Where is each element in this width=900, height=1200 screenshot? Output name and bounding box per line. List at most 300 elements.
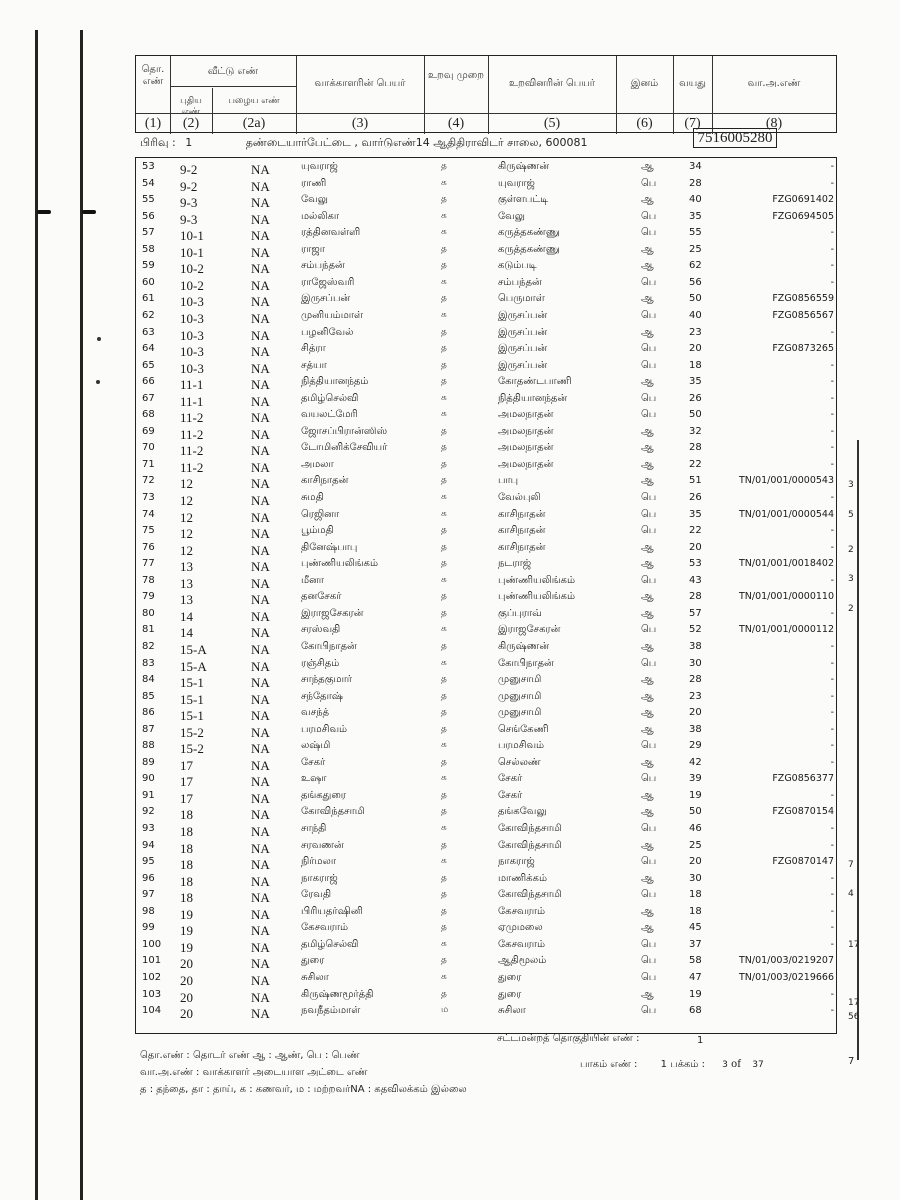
serial-no: 67 — [142, 392, 155, 404]
table-row — [136, 641, 836, 658]
voter-name: தனசேகர் — [301, 591, 342, 603]
serial-no: 53 — [142, 161, 155, 172]
table-row — [136, 624, 836, 641]
serial-no: 92 — [142, 806, 155, 818]
gender: ஆ — [641, 475, 654, 487]
relative-name: குள்ளபட்டி — [498, 194, 549, 206]
old-house-no: NA — [251, 757, 270, 773]
relation-code: த — [441, 458, 447, 469]
age: 38 — [689, 640, 702, 652]
margin-note: 2 — [848, 545, 854, 555]
old-house-no: NA — [251, 244, 270, 260]
gender: பெ — [641, 392, 657, 404]
new-house-no: 15-2 — [180, 741, 204, 757]
epic-number: - — [830, 376, 834, 388]
epic-number: TN/01/001/0018402 — [738, 558, 834, 570]
voter-name: நவநீதம்மாள் — [301, 1005, 361, 1017]
old-house-no: NA — [251, 989, 270, 1005]
new-house-no: 20 — [180, 972, 193, 988]
table-row — [136, 376, 836, 393]
gender: ஆ — [641, 723, 654, 735]
age: 28 — [689, 442, 702, 454]
relation-code: த — [441, 326, 447, 337]
age: 18 — [689, 359, 702, 371]
new-house-no: 10-2 — [180, 261, 204, 277]
new-house-no: 17 — [180, 790, 193, 806]
relative-name: துரை — [498, 988, 522, 1000]
relative-name: நடராஜ் — [498, 558, 532, 570]
old-house-no: NA — [251, 526, 270, 542]
serial-no: 83 — [142, 657, 155, 669]
serial-no: 104 — [142, 1005, 162, 1017]
relation-code: க — [441, 492, 447, 502]
table-row — [136, 244, 836, 261]
relation-code: த — [441, 789, 447, 800]
old-house-no: NA — [251, 708, 270, 724]
relation-code: த — [441, 640, 447, 651]
relation-code: த — [441, 690, 447, 701]
old-house-no: NA — [251, 1006, 270, 1022]
old-no-header: பழைய எண் — [228, 96, 280, 106]
epic-number: - — [830, 657, 834, 669]
old-house-no: NA — [251, 344, 270, 360]
old-house-no: NA — [251, 426, 270, 442]
new-house-no: 20 — [180, 989, 193, 1005]
new-house-no: 10-1 — [180, 244, 204, 260]
old-house-no: NA — [251, 790, 270, 806]
corner-number: 7 — [848, 1056, 855, 1067]
relation-code: த — [441, 194, 447, 205]
page-label: பக்கம் : — [670, 1059, 705, 1070]
new-house-no: 14 — [180, 608, 193, 624]
new-house-no: 10-3 — [180, 360, 204, 376]
relative-name: ஏமுமலை — [498, 922, 543, 934]
relative-name: குப்புராவ் — [498, 607, 542, 619]
serial-no: 84 — [142, 674, 155, 686]
table-row — [136, 194, 836, 211]
age: 50 — [689, 409, 702, 421]
old-house-no: NA — [251, 493, 270, 508]
relation-code: க — [441, 210, 447, 221]
relation-code: த — [441, 293, 447, 304]
serial-no: 63 — [142, 326, 155, 338]
relation-code: த — [441, 475, 447, 486]
voter-name: நிர்மலா — [301, 856, 337, 868]
new-house-no: 10-3 — [180, 327, 204, 343]
table-row — [136, 757, 836, 774]
voter-name: பூம்மதி — [301, 525, 334, 537]
legend-line-3: த : தந்தை, தா : தாய், க : கணவர், ம : மற்றவர்NA : கதவிலக்கம் இல்லை — [140, 1084, 467, 1095]
gender: பெ — [641, 227, 657, 239]
old-house-no: NA — [251, 923, 270, 939]
voter-name: சேகர் — [301, 756, 326, 768]
epic-number: - — [830, 458, 834, 470]
gender: பெ — [641, 1005, 657, 1017]
gender: பெ — [641, 492, 657, 503]
new-house-no: 14 — [180, 625, 193, 641]
page-current: 3 — [722, 1060, 728, 1070]
relative-name: தங்கவேலு — [498, 806, 547, 818]
age: 22 — [689, 458, 702, 470]
page-edge-line — [857, 440, 859, 1060]
serial-no: 78 — [142, 574, 155, 586]
table-row — [136, 806, 836, 823]
new-house-no: 9-2 — [180, 178, 198, 194]
gender: ஆ — [641, 243, 654, 255]
relative-name: கிருஷ்ணன் — [498, 161, 550, 172]
old-house-no: NA — [251, 774, 270, 790]
new-house-no: 10-2 — [180, 277, 204, 293]
table-row — [136, 409, 836, 426]
table-row — [136, 740, 836, 757]
age: 39 — [689, 773, 702, 785]
epic-number: - — [830, 525, 834, 537]
relation-code: த — [441, 955, 447, 966]
relative-name: அமலநாதன் — [498, 409, 554, 421]
scan-speck — [97, 337, 101, 341]
old-house-no: NA — [251, 741, 270, 757]
table-row — [136, 608, 836, 625]
relation-code: த — [441, 674, 447, 685]
page-total: 37 — [752, 1060, 764, 1070]
relative-name: சுசிலா — [498, 1005, 526, 1017]
relative-name-header: உறவினரின் பெயர் — [508, 78, 596, 89]
relation-code: த — [441, 806, 447, 817]
voter-name: சம்பந்தன் — [301, 260, 345, 272]
relation-code: க — [441, 773, 447, 784]
age: 47 — [689, 971, 702, 983]
epic-number: - — [830, 640, 834, 652]
relation-code: ம — [441, 1005, 449, 1016]
gender: ஆ — [641, 425, 654, 437]
relative-name: கோவிந்தசாமி — [498, 823, 562, 834]
serial-no: 70 — [142, 442, 155, 454]
relation-code: க — [441, 971, 447, 982]
serial-no: 79 — [142, 591, 155, 603]
voter-name: சத்யா — [301, 359, 327, 371]
part-code-box: 7516005280 — [693, 128, 777, 148]
relation-code: க — [441, 276, 447, 287]
old-house-no: NA — [251, 807, 270, 823]
age: 51 — [689, 475, 702, 487]
relative-name: கடும்படி — [498, 260, 537, 272]
relative-name: சேகர் — [498, 789, 523, 801]
serial-no: 59 — [142, 260, 155, 272]
gender: ஆ — [641, 293, 654, 305]
gender: பெ — [641, 508, 657, 520]
serial-no: 57 — [142, 227, 155, 239]
old-house-no: NA — [251, 675, 270, 691]
relation-code: க — [441, 392, 447, 403]
voter-name: ரஞ்சிதம் — [301, 657, 340, 669]
gender: பெ — [641, 740, 657, 752]
serial-no: 81 — [142, 624, 155, 636]
gender: ஆ — [641, 607, 654, 619]
new-house-no: 12 — [180, 493, 193, 508]
age: 28 — [689, 591, 702, 603]
relative-name: பரமசிவம் — [498, 740, 545, 752]
serial-no: 69 — [142, 425, 155, 437]
page-info — [580, 1056, 764, 1071]
age: 52 — [689, 624, 702, 636]
new-house-no: 12 — [180, 542, 193, 558]
serial-no: 86 — [142, 707, 155, 719]
relation-code: த — [441, 376, 447, 387]
new-house-no: 10-3 — [180, 294, 204, 310]
relative-name: மாணிக்கம் — [498, 872, 547, 884]
voter-table — [135, 157, 837, 1034]
table-row — [136, 939, 836, 956]
old-house-no: NA — [251, 939, 270, 955]
gender: ஆ — [641, 194, 654, 206]
age: 43 — [689, 574, 702, 586]
new-house-no: 11-2 — [180, 443, 204, 459]
new-house-no: 12 — [180, 509, 193, 525]
epic-number: - — [830, 690, 834, 702]
relation-code: த — [441, 607, 447, 618]
epic-number: - — [830, 823, 834, 834]
age: 29 — [689, 740, 702, 752]
voter-name: மல்லிகா — [301, 210, 340, 222]
serial-no: 101 — [142, 955, 162, 967]
age: 53 — [689, 558, 702, 570]
col-number: (2) — [182, 116, 200, 131]
old-house-no: NA — [251, 277, 270, 293]
relation-code: த — [441, 359, 447, 370]
relative-name: கேசவராம் — [498, 938, 546, 950]
relative-name: அமலநாதன் — [498, 442, 554, 454]
age: 20 — [689, 707, 702, 719]
gender: ஆ — [641, 640, 654, 652]
voter-name: ராஜா — [301, 243, 325, 255]
old-house-no: NA — [251, 857, 270, 873]
voter-name: கிருஷ்ணமூர்த்தி — [301, 988, 374, 1000]
old-house-no: NA — [251, 443, 270, 459]
old-house-no: NA — [251, 211, 270, 227]
serial-no: 62 — [142, 309, 155, 321]
age: 46 — [689, 823, 702, 834]
table-row — [136, 558, 836, 575]
serial-no: 61 — [142, 293, 155, 305]
serial-no: 103 — [142, 988, 162, 1000]
epic-number: FZG0870147 — [772, 856, 834, 868]
relative-name: ஆதிமூலம் — [498, 955, 547, 967]
epic-number: - — [830, 988, 834, 1000]
serial-no: 73 — [142, 492, 155, 503]
relative-name: காசிநாதன் — [498, 525, 546, 537]
gender: ஆ — [641, 806, 654, 818]
voter-name: ஜோசப்பிரான்ஸிஸ் — [301, 425, 388, 437]
new-house-no: 12 — [180, 476, 193, 492]
col-number: (2a) — [242, 116, 266, 131]
relation-code: த — [441, 260, 447, 271]
epic-number: TN/01/003/0219666 — [738, 971, 834, 983]
gender: ஆ — [641, 690, 654, 702]
voter-name: கேசவராம் — [301, 922, 349, 934]
serial-no: 75 — [142, 525, 155, 537]
voter-name: வயலட்மேரி — [301, 409, 358, 421]
epic-number: - — [830, 161, 834, 172]
serial-no: 54 — [142, 177, 155, 189]
epic-number: - — [830, 425, 834, 437]
old-house-no: NA — [251, 575, 270, 591]
table-row — [136, 658, 836, 675]
new-house-no: 11-1 — [180, 393, 204, 409]
new-house-no: 15-1 — [180, 691, 204, 707]
margin-note: 4 — [848, 889, 854, 899]
new-house-no: 19 — [180, 939, 193, 955]
table-row — [136, 823, 836, 840]
voter-name: சந்தோஷ் — [301, 690, 343, 702]
gender: பெ — [641, 359, 657, 371]
table-row — [136, 293, 836, 310]
old-house-no: NA — [251, 261, 270, 277]
table-row — [136, 509, 836, 526]
voter-name: புண்ணியலிங்கம் — [301, 558, 379, 570]
serial-no: 68 — [142, 409, 155, 421]
relation-code: த — [441, 988, 447, 999]
margin-note: 56 — [848, 1012, 860, 1022]
gender: ஆ — [641, 260, 654, 272]
table-row — [136, 393, 836, 410]
relative-name: வேல்புலி — [498, 492, 541, 503]
epic-number: - — [830, 260, 834, 272]
serial-no: 71 — [142, 458, 155, 470]
age: 20 — [689, 541, 702, 553]
age: 22 — [689, 525, 702, 537]
relative-name: செல்லண் — [498, 756, 541, 768]
table-row — [136, 260, 836, 277]
gender: பெ — [641, 955, 657, 967]
epic-number: TN/01/001/0000112 — [738, 624, 834, 636]
old-house-no: NA — [251, 824, 270, 839]
relative-name: இருசப்பன் — [498, 309, 548, 321]
relative-name: கோபிநாதன் — [498, 657, 554, 669]
old-house-no: NA — [251, 509, 270, 525]
table-row — [136, 525, 836, 542]
old-house-no: NA — [251, 724, 270, 740]
gender: ஆ — [641, 988, 654, 1000]
age: 50 — [689, 806, 702, 818]
voter-name: நித்தியானந்தம் — [301, 376, 369, 388]
scan-speck — [96, 380, 100, 384]
gender: பெ — [641, 409, 657, 421]
epic-number: - — [830, 756, 834, 768]
old-house-no: NA — [251, 625, 270, 641]
table-row — [136, 310, 836, 327]
relation-code: த — [441, 442, 447, 453]
old-house-no: NA — [251, 641, 270, 657]
table-row — [136, 1005, 836, 1022]
relation-code: க — [441, 657, 447, 668]
epic-number: - — [830, 707, 834, 719]
age: 40 — [689, 309, 702, 321]
voter-name: சித்ரா — [301, 343, 326, 355]
age: 68 — [689, 1005, 702, 1017]
relative-name: காசிநாதன் — [498, 508, 546, 520]
serial-no: 58 — [142, 243, 155, 255]
epic-number: - — [830, 359, 834, 371]
age: 32 — [689, 425, 702, 437]
voter-name: ரேவதி — [301, 889, 332, 901]
epic-number: - — [830, 492, 834, 503]
epic-number: - — [830, 740, 834, 752]
old-house-no: NA — [251, 972, 270, 988]
relation-code: க — [441, 409, 447, 420]
old-house-no: NA — [251, 178, 270, 194]
margin-note: 3 — [848, 480, 854, 490]
table-row — [136, 906, 836, 923]
new-house-no: 15-1 — [180, 708, 204, 724]
serial-header: தொ. எண் — [141, 64, 165, 87]
epic-number: TN/01/003/0219207 — [738, 955, 834, 967]
new-house-no: 18 — [180, 873, 193, 889]
relative-name: நித்தியானந்தன் — [498, 392, 568, 404]
epic-number: - — [830, 574, 834, 586]
serial-no: 96 — [142, 872, 155, 884]
table-row — [136, 840, 836, 857]
relative-name: சேகர் — [498, 773, 523, 785]
age: 20 — [689, 343, 702, 355]
relative-name: கோவிந்தசாமி — [498, 839, 562, 851]
age: 42 — [689, 756, 702, 768]
margin-note: 5 — [848, 510, 854, 520]
gender: ஆ — [641, 905, 654, 917]
serial-no: 76 — [142, 541, 155, 553]
serial-no: 60 — [142, 276, 155, 288]
col-number: (8) — [765, 116, 783, 131]
table-row — [136, 327, 836, 344]
new-house-no: 9-3 — [180, 211, 198, 227]
serial-no: 93 — [142, 823, 155, 834]
gender: பெ — [641, 177, 657, 189]
age: 23 — [689, 690, 702, 702]
serial-no: 74 — [142, 508, 155, 520]
age: 62 — [689, 260, 702, 272]
new-house-no: 18 — [180, 807, 193, 823]
table-row — [136, 691, 836, 708]
relation-code: க — [441, 508, 447, 519]
new-house-no: 13 — [180, 592, 193, 608]
relative-name: இருசப்பன் — [498, 326, 548, 338]
relation-code: த — [441, 591, 447, 602]
table-row — [136, 542, 836, 559]
epic-number: - — [830, 789, 834, 801]
table-row — [136, 161, 836, 178]
serial-no: 82 — [142, 640, 155, 652]
relation-code: த — [441, 707, 447, 718]
serial-no: 88 — [142, 740, 155, 752]
gender: பெ — [641, 856, 657, 868]
old-house-no: NA — [251, 906, 270, 922]
gender: ஆ — [641, 326, 654, 338]
table-row — [136, 277, 836, 294]
binder-mark — [37, 210, 51, 214]
relative-name: சம்பந்தன் — [498, 276, 542, 288]
voter-name: டோமினிக்சேவியர் — [301, 442, 388, 454]
constituency-label: சட்டமன்றத் தொகுதியின் எண் : — [497, 1033, 640, 1044]
new-house-no: 9-2 — [180, 162, 198, 177]
relative-name: கருத்தகண்ணு — [498, 243, 560, 255]
serial-no: 98 — [142, 905, 155, 917]
epic-number: FZG0691402 — [772, 194, 834, 206]
table-row — [136, 955, 836, 972]
voter-name: பிரியதர்ஷினி — [301, 905, 363, 917]
old-house-no: NA — [251, 476, 270, 492]
voter-name-header: வாக்காளரின் பெயர் — [314, 78, 406, 89]
gender-header: இனம் — [630, 78, 659, 89]
voter-name: முனியம்மாள் — [301, 309, 363, 321]
